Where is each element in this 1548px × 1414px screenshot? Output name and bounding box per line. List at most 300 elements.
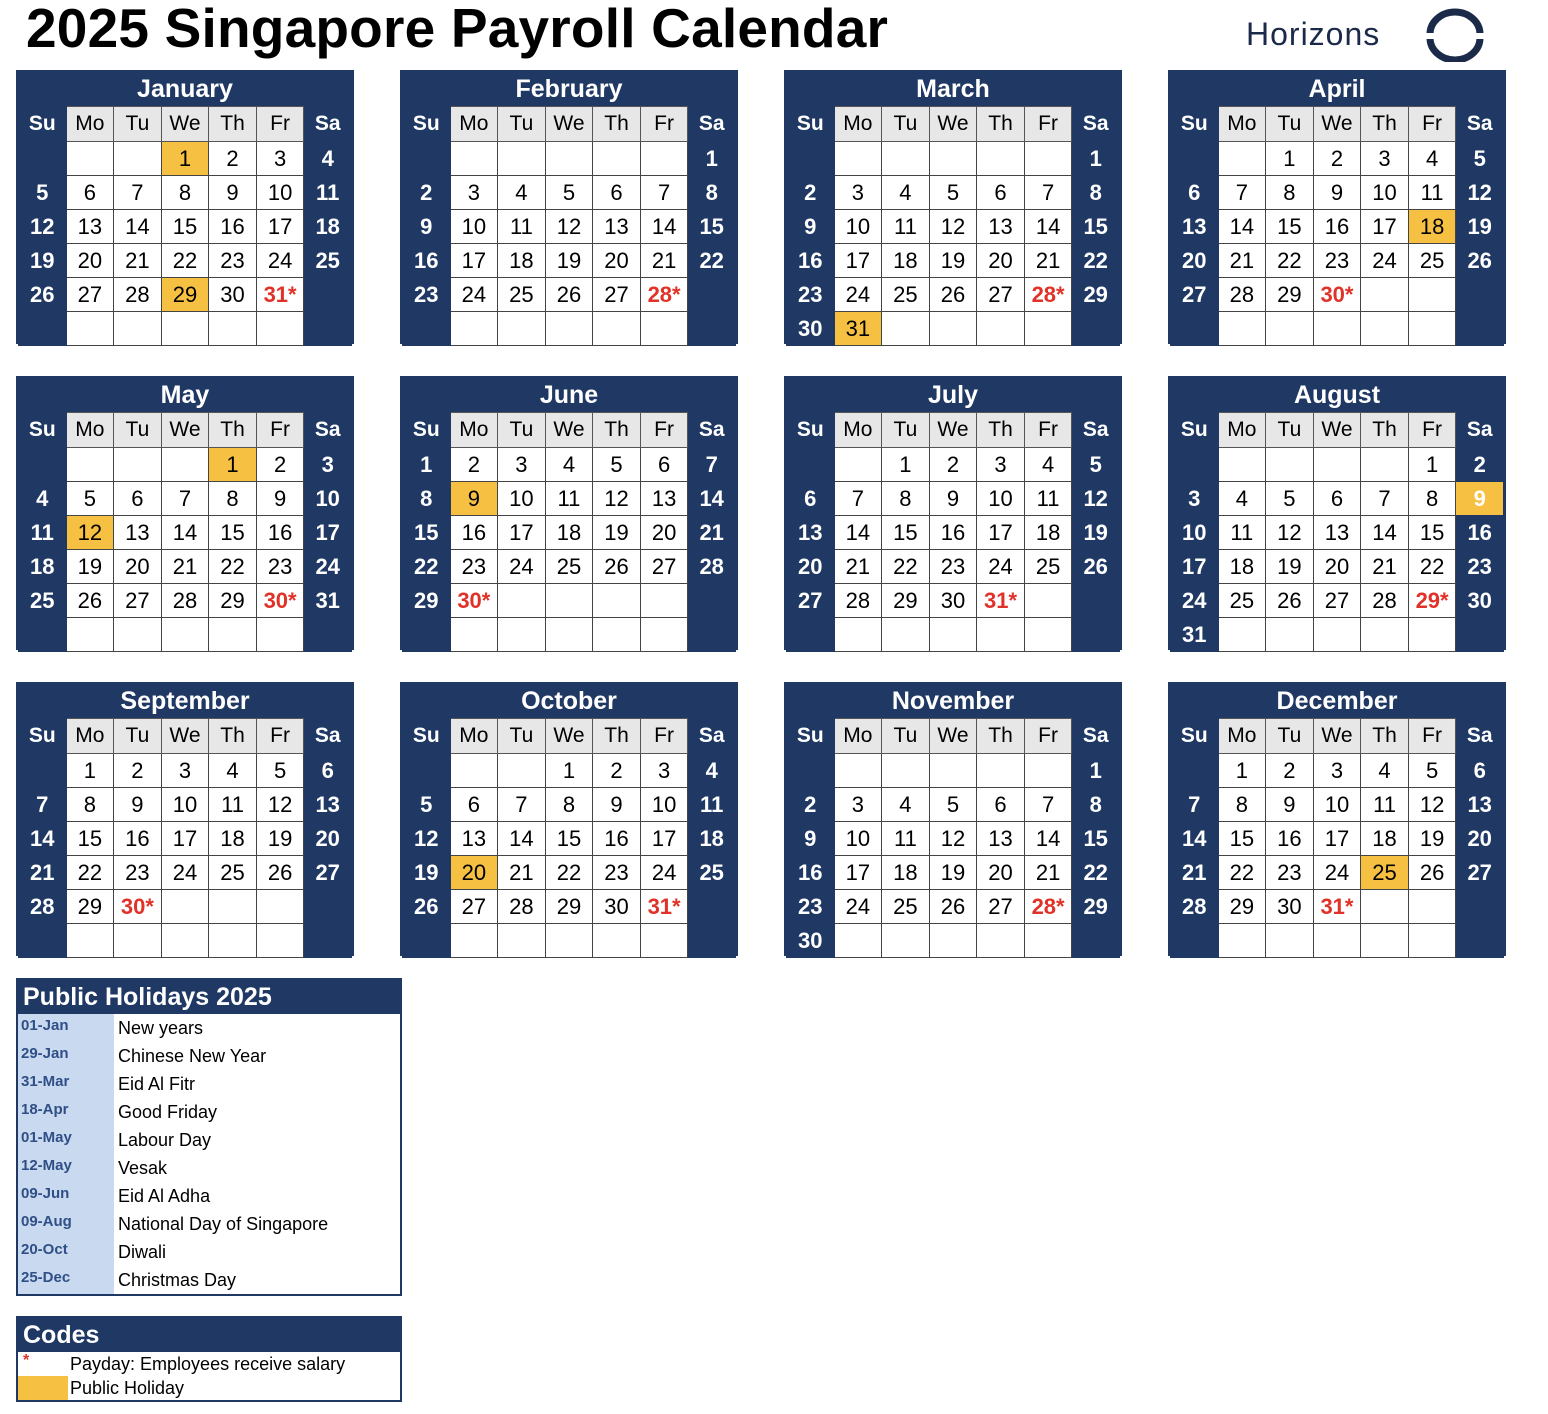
month-table — [786, 412, 1120, 652]
month-table — [18, 412, 352, 652]
day-cell: 20 — [977, 856, 1025, 890]
day-cell: 16 — [256, 516, 304, 550]
weekday-header: We — [929, 719, 977, 754]
day-cell: 1 — [161, 142, 209, 176]
empty-day-cell — [19, 142, 67, 176]
empty-day-cell — [545, 312, 593, 346]
day-cell: 26 — [545, 278, 593, 312]
holiday-row — [18, 1070, 400, 1098]
day-cell: 30* — [1313, 278, 1361, 312]
day-cell: 15 — [1408, 516, 1456, 550]
empty-day-cell — [688, 618, 736, 652]
day-cell: 25 — [1408, 244, 1456, 278]
day-cell: 5 — [1456, 142, 1504, 176]
day-cell: 14 — [114, 210, 162, 244]
day-cell: 11 — [1361, 788, 1409, 822]
day-cell: 21 — [114, 244, 162, 278]
day-cell: 23 — [787, 278, 835, 312]
day-cell: 17 — [834, 856, 882, 890]
empty-day-cell — [1072, 618, 1120, 652]
empty-day-cell — [114, 618, 162, 652]
day-cell: 3 — [498, 448, 546, 482]
day-cell: 6 — [977, 176, 1025, 210]
empty-day-cell — [1408, 890, 1456, 924]
weekday-header: Tu — [498, 719, 546, 754]
day-cell: 28 — [1218, 278, 1266, 312]
day-cell: 22 — [161, 244, 209, 278]
day-cell: 23 — [256, 550, 304, 584]
day-cell: 7 — [1024, 176, 1072, 210]
day-cell: 26 — [1072, 550, 1120, 584]
day-cell: 27 — [640, 550, 688, 584]
empty-day-cell — [498, 754, 546, 788]
day-cell: 2 — [1456, 448, 1504, 482]
day-cell: 13 — [1313, 516, 1361, 550]
day-cell: 20 — [114, 550, 162, 584]
empty-day-cell — [787, 142, 835, 176]
empty-day-cell — [1171, 448, 1219, 482]
empty-day-cell — [403, 924, 451, 958]
weekday-header: Su — [787, 719, 835, 754]
day-cell: 11 — [19, 516, 67, 550]
day-cell: 2 — [787, 176, 835, 210]
month-name: April — [1170, 72, 1504, 106]
empty-day-cell — [403, 312, 451, 346]
weekday-header: Th — [209, 107, 257, 142]
empty-day-cell — [1171, 142, 1219, 176]
day-cell: 26 — [1408, 856, 1456, 890]
month-table — [18, 106, 352, 346]
month-name: December — [1170, 684, 1504, 718]
day-cell: 29 — [1072, 890, 1120, 924]
day-cell: 24 — [1313, 856, 1361, 890]
empty-day-cell — [1408, 278, 1456, 312]
empty-day-cell — [1218, 142, 1266, 176]
empty-day-cell — [640, 584, 688, 618]
day-cell: 20 — [66, 244, 114, 278]
day-cell: 7 — [834, 482, 882, 516]
empty-day-cell — [498, 312, 546, 346]
empty-day-cell — [19, 924, 67, 958]
weekday-header: Su — [19, 719, 67, 754]
day-cell: 26 — [593, 550, 641, 584]
empty-day-cell — [1313, 924, 1361, 958]
day-cell: 24 — [640, 856, 688, 890]
empty-day-cell — [256, 924, 304, 958]
empty-day-cell — [1218, 924, 1266, 958]
code-row-holiday — [18, 1376, 400, 1400]
day-cell: 17 — [1313, 822, 1361, 856]
day-cell: 13 — [1456, 788, 1504, 822]
day-cell: 18 — [498, 244, 546, 278]
day-cell: 10 — [304, 482, 352, 516]
weekday-header: Sa — [1072, 719, 1120, 754]
day-cell: 6 — [450, 788, 498, 822]
empty-day-cell — [498, 584, 546, 618]
day-cell: 9 — [403, 210, 451, 244]
day-cell: 21 — [1024, 244, 1072, 278]
weekday-header: Tu — [498, 413, 546, 448]
weekday-header: Th — [593, 719, 641, 754]
empty-day-cell — [403, 618, 451, 652]
day-cell: 9 — [209, 176, 257, 210]
empty-day-cell — [450, 312, 498, 346]
empty-day-cell — [19, 754, 67, 788]
day-cell: 11 — [882, 822, 930, 856]
day-cell: 11 — [882, 210, 930, 244]
empty-day-cell — [1024, 584, 1072, 618]
payday-marker: * — [23, 1352, 30, 1369]
weekday-header: We — [1313, 413, 1361, 448]
weekday-header: Fr — [256, 107, 304, 142]
day-cell: 15 — [66, 822, 114, 856]
day-cell: 26 — [19, 278, 67, 312]
day-cell: 17 — [834, 244, 882, 278]
weekday-header: Mo — [450, 413, 498, 448]
day-cell: 21 — [498, 856, 546, 890]
day-cell: 30 — [787, 924, 835, 958]
day-cell: 31* — [977, 584, 1025, 618]
day-cell: 4 — [882, 788, 930, 822]
empty-day-cell — [929, 312, 977, 346]
day-cell: 8 — [66, 788, 114, 822]
day-cell: 6 — [304, 754, 352, 788]
day-cell: 9 — [593, 788, 641, 822]
day-cell: 13 — [114, 516, 162, 550]
weekday-header: Fr — [1024, 719, 1072, 754]
day-cell: 7 — [19, 788, 67, 822]
day-cell: 17 — [256, 210, 304, 244]
empty-day-cell — [1218, 448, 1266, 482]
day-cell: 19 — [929, 856, 977, 890]
day-cell: 8 — [545, 788, 593, 822]
day-cell: 15 — [882, 516, 930, 550]
day-cell: 23 — [114, 856, 162, 890]
day-cell: 4 — [304, 142, 352, 176]
empty-day-cell — [66, 142, 114, 176]
day-cell: 3 — [450, 176, 498, 210]
day-cell: 5 — [593, 448, 641, 482]
empty-day-cell — [1218, 618, 1266, 652]
weekday-header: We — [1313, 107, 1361, 142]
horizons-logo-icon — [1424, 8, 1486, 62]
day-cell: 2 — [450, 448, 498, 482]
day-cell: 16 — [1313, 210, 1361, 244]
empty-day-cell — [1072, 312, 1120, 346]
month-name: January — [18, 72, 352, 106]
weekday-header: Sa — [688, 719, 736, 754]
weekday-header: Sa — [1456, 413, 1504, 448]
day-cell: 20 — [1171, 244, 1219, 278]
day-cell: 27 — [304, 856, 352, 890]
empty-day-cell — [834, 618, 882, 652]
empty-day-cell — [1456, 890, 1504, 924]
day-cell: 5 — [1408, 754, 1456, 788]
day-cell: 4 — [19, 482, 67, 516]
holiday-name: Chinese New Year — [118, 1046, 267, 1066]
weekday-header: Tu — [114, 719, 162, 754]
day-cell: 16 — [929, 516, 977, 550]
day-cell: 10 — [256, 176, 304, 210]
empty-day-cell — [209, 890, 257, 924]
weekday-header: Fr — [640, 107, 688, 142]
day-cell: 30 — [787, 312, 835, 346]
day-cell: 8 — [1072, 788, 1120, 822]
day-cell: 11 — [304, 176, 352, 210]
day-cell: 8 — [1072, 176, 1120, 210]
day-cell: 13 — [977, 822, 1025, 856]
month-january — [16, 70, 354, 344]
empty-day-cell — [1266, 924, 1314, 958]
day-cell: 16 — [787, 856, 835, 890]
empty-day-cell — [929, 754, 977, 788]
day-cell: 23 — [403, 278, 451, 312]
day-cell: 20 — [1313, 550, 1361, 584]
day-cell: 6 — [1456, 754, 1504, 788]
day-cell: 12 — [545, 210, 593, 244]
day-cell: 20 — [977, 244, 1025, 278]
month-name: May — [18, 378, 352, 412]
day-cell: 4 — [1361, 754, 1409, 788]
empty-day-cell — [209, 924, 257, 958]
holiday-row — [18, 1210, 400, 1238]
empty-day-cell — [977, 142, 1025, 176]
month-name: October — [402, 684, 736, 718]
day-cell: 30* — [256, 584, 304, 618]
empty-day-cell — [640, 618, 688, 652]
weekday-header: We — [929, 107, 977, 142]
empty-day-cell — [640, 142, 688, 176]
day-cell: 4 — [545, 448, 593, 482]
weekday-header: Tu — [882, 413, 930, 448]
weekday-header: Mo — [66, 107, 114, 142]
empty-day-cell — [593, 584, 641, 618]
day-cell: 3 — [304, 448, 352, 482]
holiday-name: Diwali — [118, 1242, 167, 1262]
day-cell: 4 — [1024, 448, 1072, 482]
empty-day-cell — [66, 312, 114, 346]
empty-day-cell — [929, 142, 977, 176]
day-cell: 12 — [403, 822, 451, 856]
day-cell: 24 — [256, 244, 304, 278]
holiday-name: New years — [118, 1018, 204, 1038]
day-cell: 7 — [1218, 176, 1266, 210]
day-cell: 9 — [1266, 788, 1314, 822]
empty-day-cell — [929, 618, 977, 652]
weekday-header: Th — [1361, 413, 1409, 448]
month-name: February — [402, 72, 736, 106]
day-cell: 3 — [256, 142, 304, 176]
day-cell: 25 — [304, 244, 352, 278]
holiday-row — [18, 1098, 400, 1126]
empty-day-cell — [1024, 924, 1072, 958]
day-cell: 4 — [498, 176, 546, 210]
day-cell: 29 — [1218, 890, 1266, 924]
day-cell: 12 — [19, 210, 67, 244]
day-cell: 24 — [977, 550, 1025, 584]
day-cell: 3 — [834, 788, 882, 822]
holiday-name: Good Friday — [118, 1102, 218, 1122]
day-cell: 1 — [1218, 754, 1266, 788]
day-cell: 10 — [640, 788, 688, 822]
day-cell: 13 — [450, 822, 498, 856]
empty-day-cell — [1024, 618, 1072, 652]
day-cell: 14 — [161, 516, 209, 550]
month-august — [1168, 376, 1506, 650]
empty-day-cell — [1266, 448, 1314, 482]
day-cell: 26 — [929, 890, 977, 924]
weekday-header: Su — [403, 719, 451, 754]
day-cell: 6 — [1171, 176, 1219, 210]
weekday-header: Su — [1171, 107, 1219, 142]
empty-day-cell — [1456, 618, 1504, 652]
empty-day-cell — [161, 890, 209, 924]
empty-day-cell — [304, 312, 352, 346]
empty-day-cell — [19, 312, 67, 346]
empty-day-cell — [161, 312, 209, 346]
day-cell: 11 — [498, 210, 546, 244]
month-table — [402, 412, 736, 652]
day-cell: 19 — [19, 244, 67, 278]
month-name: March — [786, 72, 1120, 106]
empty-day-cell — [1408, 618, 1456, 652]
empty-day-cell — [1218, 312, 1266, 346]
day-cell: 8 — [161, 176, 209, 210]
day-cell: 24 — [1171, 584, 1219, 618]
day-cell: 26 — [1456, 244, 1504, 278]
day-cell: 18 — [688, 822, 736, 856]
weekday-header: Su — [403, 107, 451, 142]
month-october — [400, 682, 738, 956]
weekday-header: Mo — [1218, 719, 1266, 754]
day-cell: 15 — [1218, 822, 1266, 856]
day-cell: 25 — [19, 584, 67, 618]
day-cell: 28 — [114, 278, 162, 312]
day-cell: 11 — [1408, 176, 1456, 210]
day-cell: 9 — [114, 788, 162, 822]
holiday-row — [18, 1126, 400, 1154]
holiday-date: 09-Jun — [18, 1182, 114, 1210]
day-cell: 17 — [161, 822, 209, 856]
empty-day-cell — [66, 618, 114, 652]
holiday-name: Labour Day — [118, 1130, 212, 1150]
day-cell: 19 — [929, 244, 977, 278]
day-cell: 4 — [688, 754, 736, 788]
brand-name: Horizons — [1246, 16, 1381, 52]
day-cell: 29* — [1408, 584, 1456, 618]
holiday-date: 20-Oct — [18, 1238, 114, 1266]
day-cell: 25 — [545, 550, 593, 584]
day-cell: 6 — [787, 482, 835, 516]
day-cell: 16 — [1456, 516, 1504, 550]
month-table — [402, 106, 736, 346]
day-cell: 22 — [403, 550, 451, 584]
day-cell: 2 — [1313, 142, 1361, 176]
month-february — [400, 70, 738, 344]
day-cell: 13 — [593, 210, 641, 244]
empty-day-cell — [498, 924, 546, 958]
day-cell: 7 — [1171, 788, 1219, 822]
day-cell: 6 — [1313, 482, 1361, 516]
day-cell: 15 — [161, 210, 209, 244]
month-december — [1168, 682, 1506, 956]
empty-day-cell — [450, 618, 498, 652]
day-cell: 21 — [19, 856, 67, 890]
holiday-date: 25-Dec — [18, 1266, 114, 1294]
day-cell: 21 — [688, 516, 736, 550]
month-table — [1170, 412, 1504, 652]
empty-day-cell — [1408, 312, 1456, 346]
weekday-header: We — [545, 413, 593, 448]
weekday-header: Mo — [66, 413, 114, 448]
day-cell: 24 — [1361, 244, 1409, 278]
weekday-header: Th — [593, 413, 641, 448]
empty-day-cell — [882, 618, 930, 652]
day-cell: 10 — [498, 482, 546, 516]
weekday-header: Th — [1361, 719, 1409, 754]
empty-day-cell — [66, 448, 114, 482]
day-cell: 8 — [1408, 482, 1456, 516]
holiday-row — [18, 1014, 400, 1042]
day-cell: 25 — [209, 856, 257, 890]
day-cell: 21 — [640, 244, 688, 278]
day-cell: 26 — [66, 584, 114, 618]
month-november — [784, 682, 1122, 956]
empty-day-cell — [640, 924, 688, 958]
day-cell: 25 — [688, 856, 736, 890]
empty-day-cell — [545, 618, 593, 652]
day-cell: 5 — [19, 176, 67, 210]
weekday-header: Sa — [1072, 107, 1120, 142]
weekday-header: Su — [403, 413, 451, 448]
weekday-header: Su — [787, 413, 835, 448]
empty-day-cell — [1171, 312, 1219, 346]
day-cell: 12 — [66, 516, 114, 550]
day-cell: 22 — [1408, 550, 1456, 584]
day-cell: 1 — [882, 448, 930, 482]
weekday-header: Fr — [640, 413, 688, 448]
day-cell: 1 — [1408, 448, 1456, 482]
day-cell: 16 — [593, 822, 641, 856]
day-cell: 24 — [304, 550, 352, 584]
holiday-name: Vesak — [118, 1158, 168, 1178]
day-cell: 21 — [834, 550, 882, 584]
empty-day-cell — [1171, 924, 1219, 958]
empty-day-cell — [834, 142, 882, 176]
day-cell: 28 — [498, 890, 546, 924]
holiday-row — [18, 1182, 400, 1210]
holiday-name: Eid Al Adha — [118, 1186, 211, 1206]
day-cell: 3 — [640, 754, 688, 788]
day-cell: 10 — [834, 822, 882, 856]
empty-day-cell — [161, 618, 209, 652]
day-cell: 20 — [450, 856, 498, 890]
day-cell: 7 — [1361, 482, 1409, 516]
day-cell: 2 — [1266, 754, 1314, 788]
day-cell: 27 — [1171, 278, 1219, 312]
empty-day-cell — [114, 924, 162, 958]
holiday-date: 09-Aug — [18, 1210, 114, 1238]
day-cell: 18 — [304, 210, 352, 244]
day-cell: 21 — [1171, 856, 1219, 890]
public-holidays-panel — [16, 978, 402, 1296]
day-cell: 31* — [1313, 890, 1361, 924]
day-cell: 24 — [498, 550, 546, 584]
empty-day-cell — [209, 618, 257, 652]
day-cell: 20 — [787, 550, 835, 584]
empty-day-cell — [593, 618, 641, 652]
day-cell: 13 — [304, 788, 352, 822]
